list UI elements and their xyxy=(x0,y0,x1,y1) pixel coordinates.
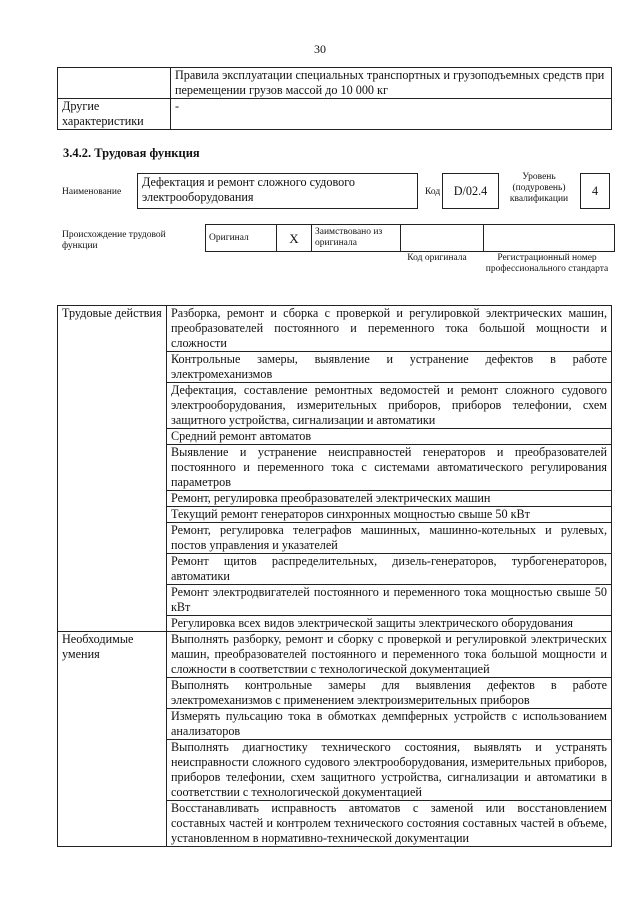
skill-item: Измерять пульсацию тока в обмотках демпферных устройств с использованием анализаторов xyxy=(167,709,612,740)
labor-action-item: Ремонт, регулировка преобразователей электрических машин xyxy=(167,491,612,507)
table-row xyxy=(58,507,612,523)
origin-table xyxy=(205,224,615,252)
labor-action-item: Дефектация, составление ремонтных ведомостей и ремонт сложного судового электрооборудования, измерительных приборов, приборов телефонии, схем защитного устройства, сигнализации и автоматики xyxy=(167,383,612,429)
skill-item: Выполнять контрольные замеры для выявления дефектов в работе электромеханизмов с применением электроизмерительных приборов xyxy=(167,678,612,709)
label-cell-continuation xyxy=(58,523,167,554)
table-row xyxy=(58,68,612,99)
label-cell-continuation xyxy=(58,554,167,585)
labor-action-item: Выявление и устранение неисправностей генераторов и преобразователей постоянного и переменного тока с системами автоматического регулирования параметров xyxy=(167,445,612,491)
table-row xyxy=(206,225,615,252)
row-label: Другие характеристики xyxy=(58,99,171,130)
label-cell-continuation xyxy=(58,491,167,507)
table-row xyxy=(58,99,612,130)
table-row xyxy=(58,801,612,847)
labor-action-item: Средний ремонт автоматов xyxy=(167,429,612,445)
label-cell-continuation xyxy=(58,352,167,383)
skill-item: Восстанавливать исправность автоматов с заменой или восстановлением составных частей и контролем технического состояния составных частей в объеме, установленном в нормативно-технической документации xyxy=(167,801,612,847)
label-cell-continuation xyxy=(58,678,167,709)
empty-cell xyxy=(58,68,171,99)
label-cell-continuation xyxy=(58,507,167,523)
label-cell-continuation xyxy=(58,429,167,445)
borrowed-cell: Заимствовано из оригинала xyxy=(312,225,401,252)
labor-action-item: Текущий ремонт генераторов синхронных мощностью свыше 50 кВт xyxy=(167,507,612,523)
function-code-box: D/02.4 xyxy=(442,173,499,209)
skill-item: Выполнять разборку, ремонт и сборку с проверкой и регулировкой электрических машин, преобразователей постоянного и переменного тока большой мощности и сложности в соответствии с технологической документацией xyxy=(167,632,612,678)
label-cell-continuation xyxy=(58,616,167,632)
labor-action-item: Ремонт, регулировка телеграфов машинных, машинно-котельных и рулевых, постов управления и указателей xyxy=(167,523,612,554)
table-row xyxy=(58,632,612,678)
origin-label: Происхождение трудовой функции xyxy=(62,230,166,251)
code-original-cell xyxy=(401,225,484,252)
label-cell-continuation xyxy=(58,740,167,801)
table-row xyxy=(58,709,612,740)
table-row xyxy=(58,523,612,554)
table-cell: - xyxy=(171,99,612,130)
section-heading: 3.4.2. Трудовая функция xyxy=(63,146,200,160)
label-cell-continuation xyxy=(58,585,167,616)
code-original-caption: Код оригинала xyxy=(407,253,467,263)
level-box: 4 xyxy=(580,173,610,209)
code-label: Код xyxy=(425,187,441,197)
original-cell: Оригинал xyxy=(206,225,277,252)
table-row xyxy=(58,491,612,507)
labor-action-item: Регулировка всех видов электрической защиты электрического оборудования xyxy=(167,616,612,632)
table-row xyxy=(58,585,612,616)
level-label: Уровень (подуровень) квалификации xyxy=(509,172,569,204)
label-cell-continuation xyxy=(58,383,167,429)
table-row xyxy=(58,616,612,632)
table-row xyxy=(58,306,612,352)
labor-action-item: Контрольные замеры, выявление и устранение дефектов в работе электромеханизмов xyxy=(167,352,612,383)
labor-action-label: Трудовые действия xyxy=(58,306,167,352)
table-row xyxy=(58,678,612,709)
function-details-table xyxy=(57,305,612,847)
table-row xyxy=(58,554,612,585)
table-row xyxy=(58,740,612,801)
table-row xyxy=(58,445,612,491)
previous-function-table xyxy=(57,67,612,130)
label-cell-continuation xyxy=(58,801,167,847)
labor-action-item: Ремонт щитов распределительных, дизель-генераторов, турбогенераторов, автоматики xyxy=(167,554,612,585)
labor-action-item: Ремонт электродвигателей постоянного и переменного тока мощностью свыше 50 кВт xyxy=(167,585,612,616)
reg-number-cell xyxy=(484,225,615,252)
skill-label: Необходимые умения xyxy=(58,632,167,678)
name-label: Наименование xyxy=(62,187,122,197)
original-mark: X xyxy=(277,225,312,252)
label-cell-continuation xyxy=(58,445,167,491)
table-cell: Правила эксплуатации специальных транспортных и грузоподъемных средств при перемещении грузов массой до 10 000 кг xyxy=(171,68,612,99)
reg-number-caption: Регистрационный номер профессионального стандарта xyxy=(485,253,609,274)
table-row xyxy=(58,383,612,429)
table-row xyxy=(58,429,612,445)
skill-item: Выполнять диагностику технического состояния, выявлять и устранять неисправности сложного судового электрооборудования, измерительных приборов, приборов телефонии, схем защитного устройства, сигнализации и автоматики в соответствии с технологической документацией xyxy=(167,740,612,801)
label-cell-continuation xyxy=(58,709,167,740)
labor-action-item: Разборка, ремонт и сборка с проверкой и регулировкой электрических машин, преобразователей постоянного и переменного тока большой мощности и сложности xyxy=(167,306,612,352)
page-number: 30 xyxy=(314,42,326,56)
table-row xyxy=(58,352,612,383)
function-name-box: Дефектация и ремонт сложного судового электрооборудования xyxy=(137,173,418,209)
